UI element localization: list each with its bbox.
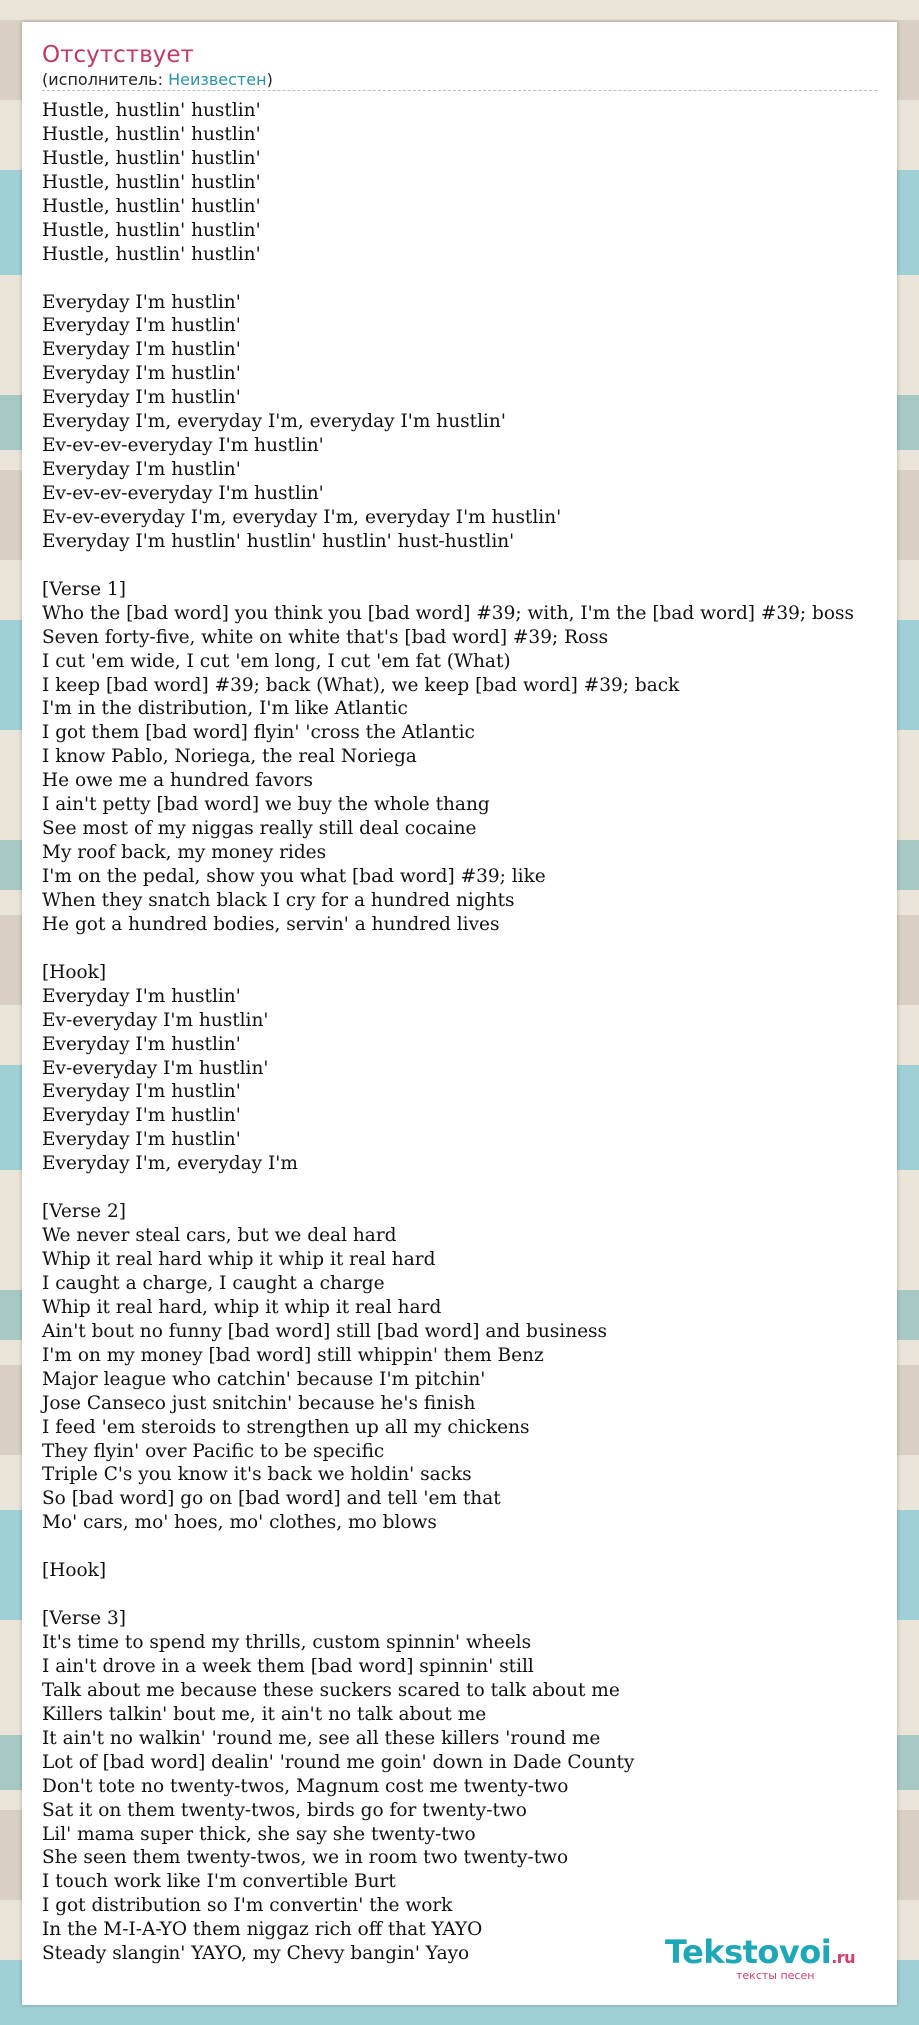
lyrics-line: Sat it on them twenty-twos, birds go for twenty-two bbox=[42, 1799, 527, 1821]
lyrics-line: Ain't bout no funny [bad word] still [bad word] and business bbox=[42, 1320, 608, 1342]
lyrics-line: Hustle, hustlin' hustlin' bbox=[42, 123, 261, 145]
lyrics-line: Everyday I'm, everyday I'm, everyday I'm hustlin' bbox=[42, 411, 506, 433]
lyrics-card bbox=[22, 22, 897, 2005]
lyrics-line: Hustle, hustlin' hustlin' bbox=[42, 195, 261, 217]
lyrics-line: It ain't no walkin' 'round me, see all these killers 'round me bbox=[42, 1727, 601, 1749]
lyrics-line: Everyday I'm hustlin' bbox=[42, 315, 241, 337]
lyrics-blank-line bbox=[42, 1583, 854, 1607]
lyrics-line: [Verse 2] bbox=[42, 1201, 126, 1223]
lyrics-line: She seen them twenty-twos, we in room two twenty-two bbox=[42, 1847, 569, 1869]
lyrics-line: Lil' mama super thick, she say she twenty-two bbox=[42, 1823, 476, 1845]
lyrics-text bbox=[42, 99, 854, 1966]
lyrics-line: Everyday I'm hustlin' bbox=[42, 1033, 241, 1055]
lyrics-line: I ain't petty [bad word] we buy the whole thang bbox=[42, 794, 490, 816]
lyrics-line: It's time to spend my thrills, custom spinnin' wheels bbox=[42, 1632, 532, 1653]
lyrics-line: Whip it real hard whip it whip it real hard bbox=[42, 1249, 436, 1270]
lyrics-line: Hustle, hustlin' hustlin' bbox=[42, 219, 261, 241]
lyrics-blank-line bbox=[42, 1176, 854, 1200]
lyrics-line: Everyday I'm hustlin' bbox=[42, 985, 241, 1007]
lyrics-line: Hustle, hustlin' hustlin' bbox=[42, 171, 261, 193]
lyrics-line: Everyday I'm hustlin' bbox=[42, 387, 241, 409]
lyrics-line: Everyday I'm hustlin' bbox=[42, 339, 241, 361]
logo-name: Tekstovoi bbox=[665, 1933, 832, 1971]
lyrics-line: I keep [bad word] #39; back (What), we keep [bad word] #39; back bbox=[42, 674, 680, 696]
lyrics-line: Ev-everyday I'm hustlin' bbox=[42, 1009, 269, 1031]
lyrics-line: Don't tote no twenty-twos, Magnum cost me twenty-two bbox=[42, 1775, 569, 1797]
lyrics-line: In the M-I-A-YO them niggaz rich off that YAYO bbox=[42, 1919, 483, 1941]
lyrics-line: My roof back, my money rides bbox=[42, 842, 327, 864]
lyrics-line: Hustle, hustlin' hustlin' bbox=[42, 100, 261, 121]
lyrics-line: [Hook] bbox=[42, 961, 107, 983]
lyrics-line: Triple C's you know it's back we holdin' sacks bbox=[42, 1464, 472, 1486]
lyrics-line: Mo' cars, mo' hoes, mo' clothes, mo blows bbox=[42, 1512, 437, 1534]
lyrics-line: Whip it real hard, whip it whip it real hard bbox=[42, 1296, 442, 1318]
lyrics-line: When they snatch black I cry for a hundred nights bbox=[42, 889, 515, 911]
artist-line bbox=[42, 70, 273, 89]
lyrics-line: Everyday I'm hustlin' bbox=[42, 363, 241, 385]
lyrics-blank-line bbox=[42, 937, 854, 961]
lyrics-line: I'm on the pedal, show you what [bad word] #39; like bbox=[42, 866, 546, 887]
lyrics-line: Killers talkin' bout me, it ain't no talk about me bbox=[42, 1703, 487, 1725]
lyrics-line: Hustle, hustlin' hustlin' bbox=[42, 243, 261, 265]
lyrics-line: I got distribution so I'm convertin' the work bbox=[42, 1895, 453, 1917]
lyrics-line: I cut 'em wide, I cut 'em long, I cut 'em fat (What) bbox=[42, 650, 511, 672]
lyrics-line: They flyin' over Pacific to be specific bbox=[42, 1440, 385, 1462]
lyrics-line: Everyday I'm hustlin' bbox=[42, 1129, 241, 1151]
lyrics-line: So [bad word] go on [bad word] and tell 'em that bbox=[42, 1488, 501, 1510]
lyrics-line: I touch work like I'm convertible Burt bbox=[42, 1871, 396, 1893]
lyrics-line: Hustle, hustlin' hustlin' bbox=[42, 147, 261, 169]
lyrics-line: Steady slangin' YAYO, my Chevy bangin' Yayo bbox=[42, 1943, 470, 1965]
lyrics-line: I know Pablo, Noriega, the real Noriega bbox=[42, 746, 417, 768]
lyrics-line: Everyday I'm hustlin' bbox=[42, 1081, 241, 1103]
lyrics-blank-line bbox=[42, 554, 854, 578]
lyrics-line: I feed 'em steroids to strengthen up all my chickens bbox=[42, 1416, 530, 1438]
lyrics-line: Ev-ev-everyday I'm, everyday I'm, everyday I'm hustlin' bbox=[42, 506, 562, 528]
logo-tagline: тексты песен bbox=[736, 1969, 815, 1982]
lyrics-line: Talk about me because these suckers scared to talk about me bbox=[42, 1679, 620, 1701]
lyrics-line: [Verse 1] bbox=[42, 578, 126, 600]
lyrics-line: Who the [bad word] you think you [bad word] #39; with, I'm the [bad word] #39; boss bbox=[42, 602, 855, 624]
lyrics-line: Jose Canseco just snitchin' because he's finish bbox=[42, 1392, 476, 1414]
lyrics-line: Everyday I'm hustlin' bbox=[42, 459, 241, 481]
logo-tld: .ru bbox=[831, 1948, 856, 1967]
lyrics-line: Everyday I'm hustlin' hustlin' hustlin' hust-hustlin' bbox=[42, 530, 515, 552]
lyrics-line: We never steal cars, but we deal hard bbox=[42, 1225, 397, 1247]
artist-link[interactable]: Неизвестен bbox=[168, 70, 267, 89]
lyrics-line: I'm in the distribution, I'm like Atlantic bbox=[42, 698, 408, 720]
lyrics-line: Major league who catchin' because I'm pitchin' bbox=[42, 1368, 486, 1390]
lyrics-line: He got a hundred bodies, servin' a hundred lives bbox=[42, 913, 500, 935]
artist-suffix: ) bbox=[266, 70, 273, 89]
lyrics-line: [Verse 3] bbox=[42, 1608, 126, 1630]
lyrics-line: He owe me a hundred favors bbox=[42, 770, 313, 792]
artist-prefix: (исполнитель: bbox=[42, 70, 169, 89]
lyrics-line: I'm on my money [bad word] still whippin' them Benz bbox=[42, 1344, 544, 1366]
site-logo[interactable] bbox=[665, 1933, 855, 1971]
title-divider bbox=[42, 90, 877, 91]
lyrics-blank-line bbox=[42, 267, 854, 291]
lyrics-line: Everyday I'm hustlin' bbox=[42, 1105, 241, 1127]
lyrics-line: Ev-everyday I'm hustlin' bbox=[42, 1057, 269, 1079]
song-title: Отсутствует bbox=[42, 42, 194, 68]
lyrics-line: Seven forty-five, white on white that's [bad word] #39; Ross bbox=[42, 626, 609, 648]
lyrics-line: I caught a charge, I caught a charge bbox=[42, 1272, 385, 1294]
lyrics-line: Everyday I'm hustlin' bbox=[42, 291, 241, 313]
lyrics-line: Lot of [bad word] dealin' 'round me goin' down in Dade County bbox=[42, 1751, 635, 1773]
lyrics-line: See most of my niggas really still deal cocaine bbox=[42, 818, 477, 840]
lyrics-line: Everyday I'm, everyday I'm bbox=[42, 1153, 298, 1175]
lyrics-line: I ain't drove in a week them [bad word] spinnin' still bbox=[42, 1655, 534, 1677]
lyrics-line: I got them [bad word] flyin' 'cross the Atlantic bbox=[42, 722, 475, 744]
lyrics-line: [Hook] bbox=[42, 1560, 107, 1582]
lyrics-line: Ev-ev-ev-everyday I'm hustlin' bbox=[42, 435, 324, 457]
lyrics-blank-line bbox=[42, 1535, 854, 1559]
lyrics-line: Ev-ev-ev-everyday I'm hustlin' bbox=[42, 483, 324, 504]
